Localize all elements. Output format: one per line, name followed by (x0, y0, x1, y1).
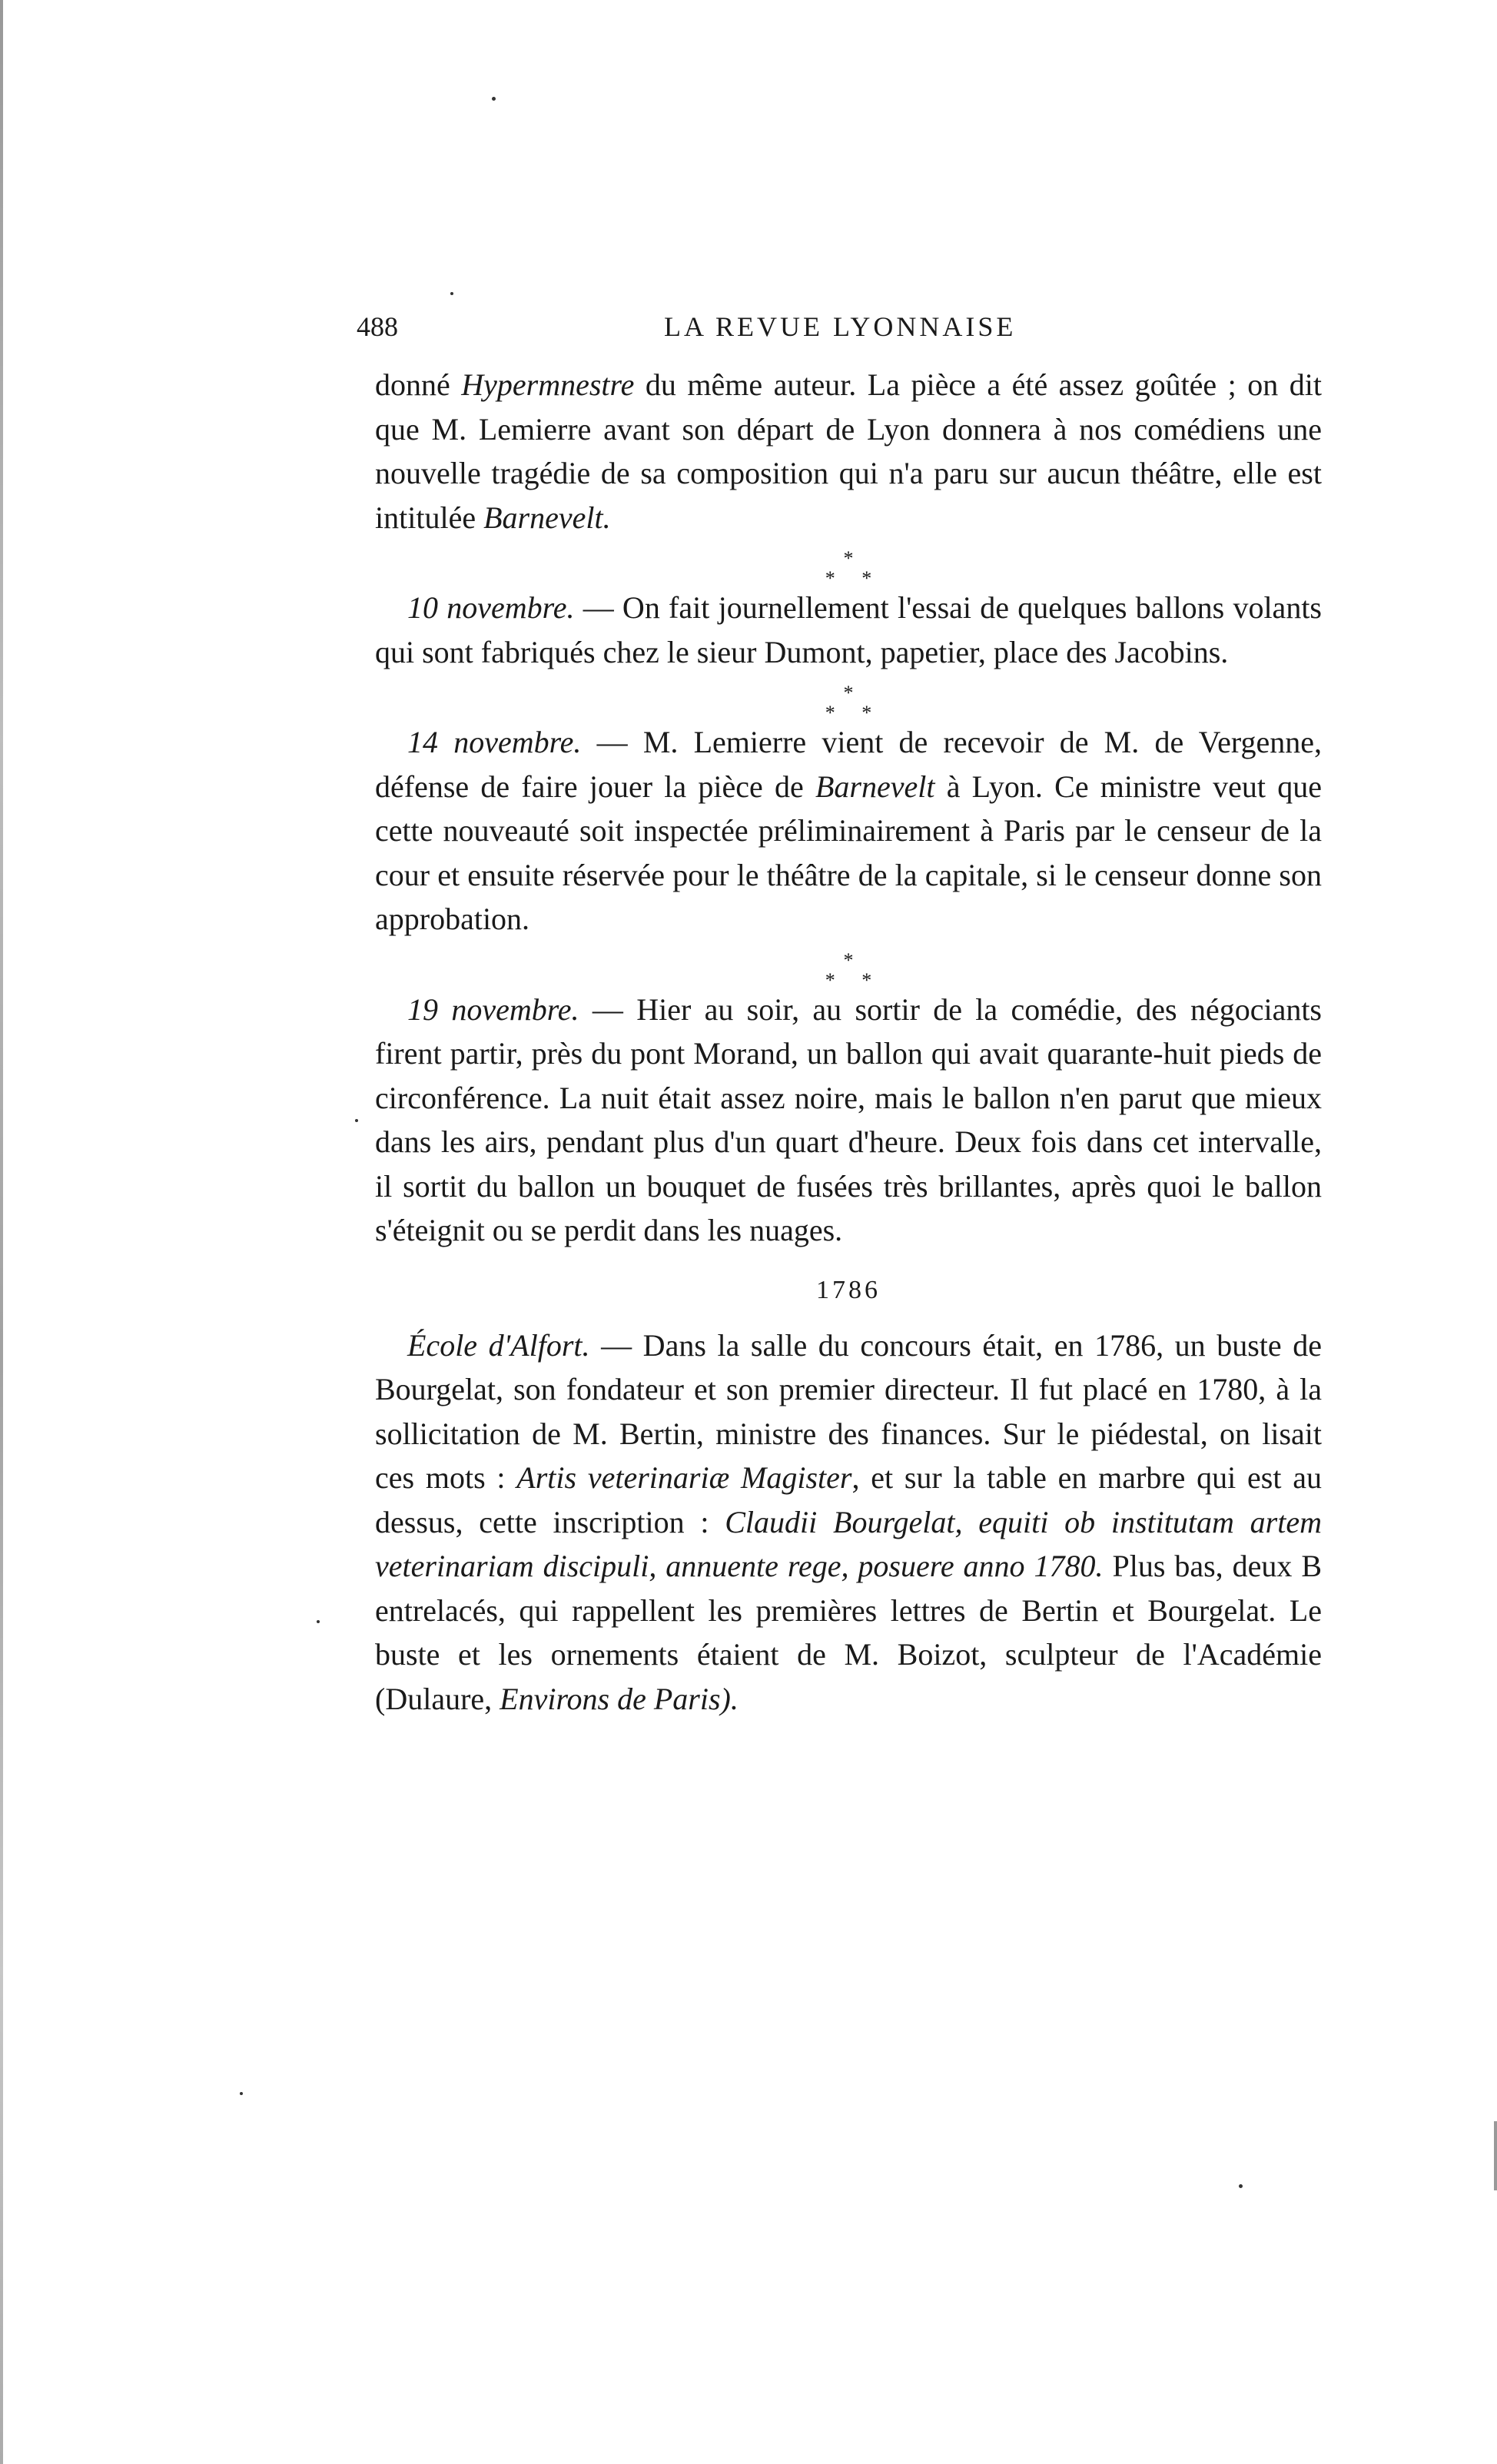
scan-left-edge (0, 0, 3, 2464)
asterism-bottom: * * (825, 567, 883, 589)
text-run: — M. Lemierre vient de recevoir de M. de Vergenne, défense de faire jouer la pièce de (375, 725, 1322, 804)
entry-ecole-alfort (375, 1323, 1322, 1722)
entry-date: 14 novembre. (407, 725, 582, 759)
journal-title: LA REVUE LYONNAISE (664, 311, 1017, 342)
latin-inscription: Claudii Bourgelat, equiti ob institutam artem veterinariam discipuli, annuente rege, posuere anno 1780. (375, 1504, 1322, 1583)
entry-19-novembre (375, 988, 1322, 1253)
running-head (357, 310, 1316, 349)
citation-title: Environs de Paris). (500, 1681, 739, 1716)
page-number: 488 (357, 311, 398, 342)
scan-speck (492, 97, 496, 101)
text-run: , et sur la table en marbre qui est au dessus, cette inscription : (375, 1460, 1323, 1539)
text-run: du même auteur. La pièce a été assez goûtée ; on dit que M. Lemierre avant son départ de Lyon donnera à nos comédiens une nouvelle tragédie de sa composition qui n'a paru sur aucun théâtre, elle est intitulée (375, 367, 1322, 535)
asterism-bottom: * * (825, 968, 883, 991)
entry-date: 19 novembre. (407, 991, 579, 1027)
text-run: donné (375, 367, 462, 402)
italic-title: Hypermnestre (461, 367, 635, 402)
text-run: — Hier au soir, au sortir de la comédie, des négociants firent partir, près du pont Morand, un ballon qui avait quarante-huit pieds de circonférence. La nuit était assez noire, mais le ballon n'en parut que mieux dans les airs, pendant plus d'un quart d'heure. Deux fois dans cet intervalle, il sortit du ballon un bouquet de fusées très brillantes, après quoi le ballon s'éteignit ou se perdit dans les nuages. (375, 991, 1322, 1247)
italic-title: Barnevelt (815, 769, 935, 804)
text-run: à Lyon. Ce ministre veut que cette nouveauté soit inspectée préliminairement à Paris par le censeur de la cour et ensuite réservée pour le théâtre de la capitale, si le censeur donne son approbation. (375, 769, 1322, 936)
asterism-divider (375, 941, 1322, 991)
scan-speck (450, 292, 453, 295)
scan-speck (1239, 2184, 1243, 2188)
entry-date: 10 novembre. (407, 590, 575, 625)
entry-10-novembre (375, 586, 1322, 674)
asterism-divider (375, 540, 1322, 589)
scan-right-edge-mark (1494, 2121, 1497, 2190)
asterism-top: * (843, 547, 854, 570)
scan-speck (317, 1620, 320, 1623)
asterism-top: * (843, 948, 854, 971)
asterism-divider (375, 674, 1322, 724)
asterism-bottom: * * (825, 702, 883, 724)
paragraph-continued (375, 363, 1322, 540)
latin-phrase: Artis veterinariæ Magister (516, 1460, 852, 1495)
scan-speck (240, 2092, 243, 2095)
italic-title: Barnevelt. (483, 500, 611, 535)
entry-title: École d'Alfort. (407, 1327, 590, 1363)
text-run: Plus bas, deux B entrelacés, qui rappellent les premières lettres de Bertin et Bourgelat. Le buste et les ornements étaient de M. Boizot, sculpteur de l'Académie (Dulaure, (375, 1549, 1322, 1716)
text-run: — On fait journellement l'essai de quelques ballons volants qui sont fabriqués chez le sieur Dumont, papetier, place des Jacobins. (375, 590, 1322, 669)
asterism-top: * (843, 682, 854, 704)
scan-speck (355, 1119, 358, 1122)
year-heading: 1786 (816, 1275, 881, 1304)
text-run: — Dans la salle du concours était, en 1786, un buste de Bourgelat, son fondateur et son premier directeur. Il fut placé en 1780, à la sollicitation de M. Bertin, ministre des finances. Sur le piédestal, on lisait ces mots : (375, 1327, 1322, 1495)
text-body (375, 363, 1322, 1721)
entry-14-novembre (375, 720, 1322, 941)
